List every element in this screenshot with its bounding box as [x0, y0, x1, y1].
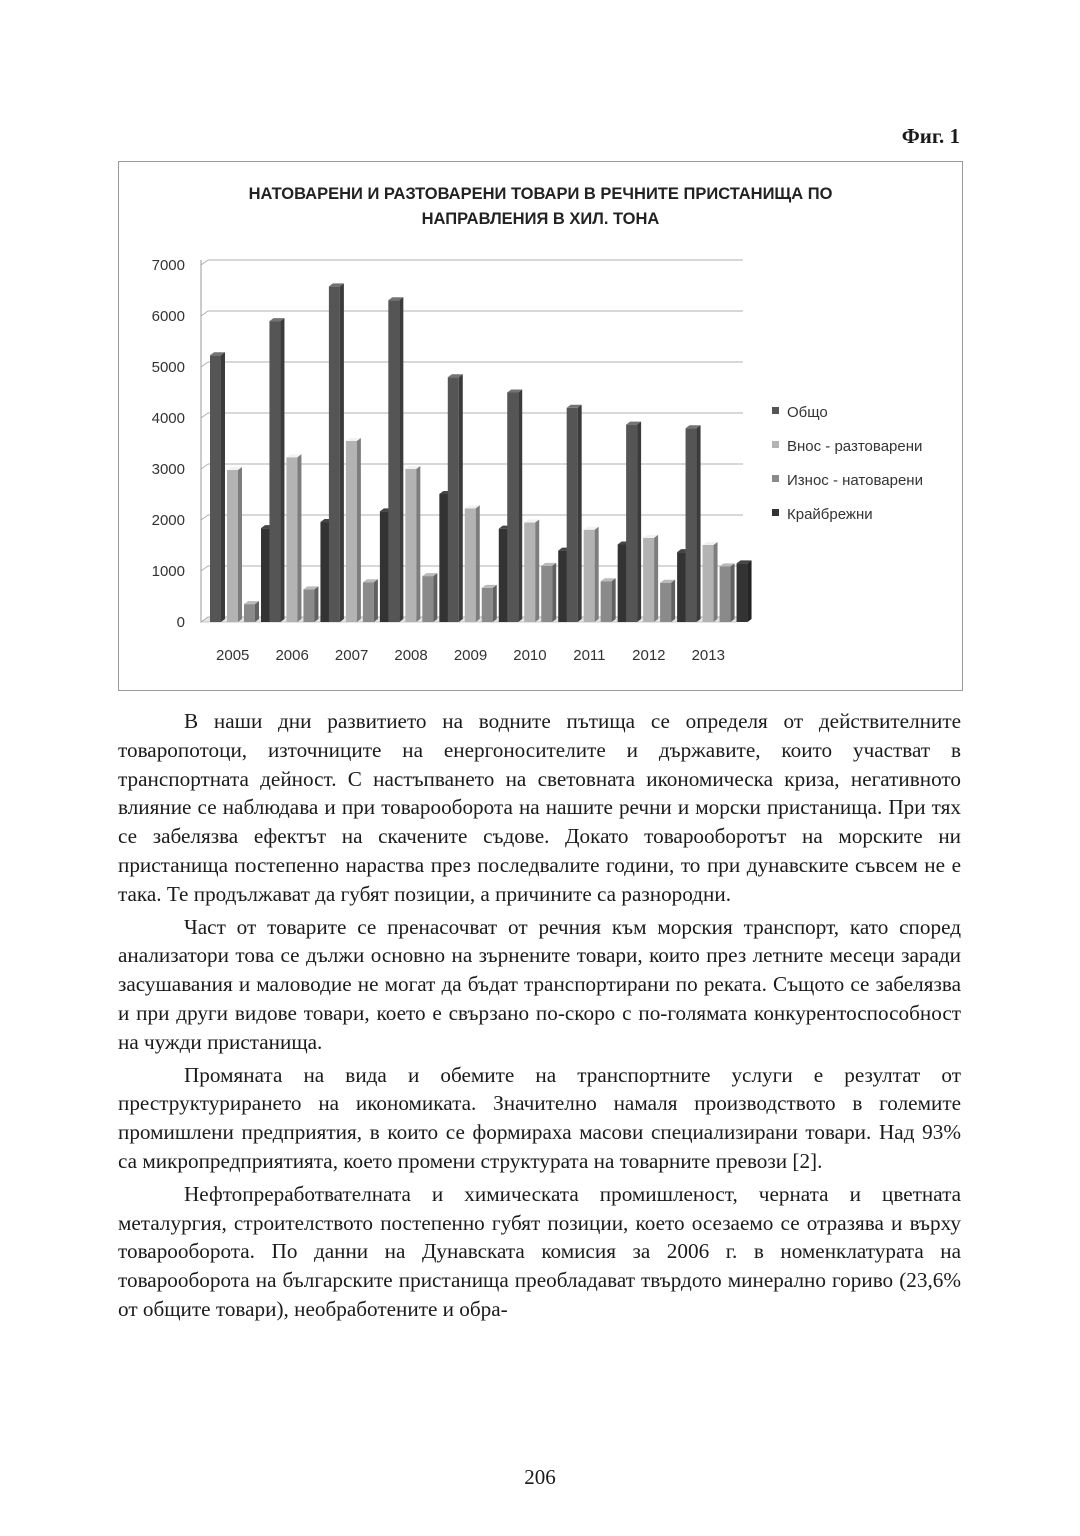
bar-side	[476, 505, 480, 622]
bar-side	[238, 467, 242, 622]
paragraph: Част от товарите се пренасочват от речния към морския транспорт, като според анализатори това се дължи основно на зърнените товари, които през летните месеци заради засушавания и маловодие не могат да бъдат транспортирани по реката. Същото се забелязва и при други видове товари, което е свързано по-скоро с по-голямата конкурентоспособност на чужди пристанища.	[118, 914, 961, 1054]
bar	[448, 377, 459, 622]
bar	[227, 470, 238, 622]
bar	[524, 523, 535, 622]
bar	[567, 408, 578, 622]
bar-side	[255, 601, 259, 622]
bar	[737, 563, 748, 622]
bar-side	[637, 422, 641, 622]
bar-side	[280, 318, 284, 622]
y-tick-label: 3000	[151, 461, 185, 478]
y-tick-label: 5000	[151, 359, 185, 376]
bar-side	[671, 580, 675, 622]
gridline-depth	[201, 566, 208, 571]
bar-side	[297, 454, 301, 622]
bar-side	[748, 560, 752, 622]
paragraph: В наши дни развитието на водните пътища се определя от действителните товаропотоци, източниците на енергоносителите и държавите, които участват в транспортната дейност. С настъпването на световната икономическа криза, негативното влияние се наблюдава и при товарооборота на нашите речни и морски пристанища. При тях се забелязва ефектът на скачените съдове. Докато товарооборотът на морските ни пристанища постепенно нараства през последвалите години, то при дунавските съвсем не е така. Те продължават да губят позиции, а причините са разнородни.	[118, 709, 961, 906]
bar-side	[221, 352, 225, 622]
bar-side	[357, 438, 361, 622]
bar-side	[731, 563, 735, 622]
bar-chart	[119, 162, 962, 690]
y-tick-label: 2000	[151, 512, 185, 529]
legend-swatch	[772, 475, 779, 482]
bar	[465, 508, 476, 622]
figure-label: Фиг. 1	[901, 124, 960, 148]
bar-side	[518, 390, 522, 623]
bar	[601, 581, 612, 622]
bar-side	[399, 297, 403, 622]
bar-side	[416, 466, 420, 622]
gridline-depth	[201, 362, 208, 367]
bar-side	[340, 283, 344, 622]
legend-swatch	[772, 509, 779, 516]
bar	[482, 588, 493, 622]
body-text	[118, 707, 961, 1328]
y-tick-label: 0	[176, 614, 185, 631]
x-tick-label: 2008	[394, 647, 428, 664]
y-tick-label: 4000	[151, 410, 185, 427]
y-tick-label: 7000	[151, 257, 185, 274]
legend-label: Общо	[787, 404, 828, 421]
bar-side	[595, 527, 599, 622]
bar	[720, 566, 731, 622]
legend-swatch	[772, 407, 779, 414]
legend-label: Внос - разтоварени	[787, 438, 923, 455]
bar	[269, 321, 280, 622]
x-tick-label: 2007	[334, 647, 369, 664]
legend-swatch	[772, 441, 779, 448]
bar-side	[433, 573, 437, 622]
bar	[303, 589, 314, 622]
bar-side	[535, 520, 539, 622]
gridline-depth	[201, 413, 208, 418]
page-number: 206	[524, 1465, 556, 1489]
x-tick-label: 2006	[275, 647, 309, 664]
y-tick-label: 6000	[151, 308, 185, 325]
gridline-depth	[201, 260, 208, 265]
bar-side	[714, 542, 718, 622]
bar-side	[697, 425, 701, 622]
x-tick-label: 2009	[453, 647, 488, 664]
chart-title-line-1: НАТОВАРЕНИ И РАЗТОВАРЕНИ ТОВАРИ В РЕЧНИТЕ ПРИСТАНИЩА ПО	[248, 185, 833, 203]
bar-side	[314, 586, 318, 622]
gridline-depth	[201, 311, 208, 316]
x-tick-label: 2011	[573, 647, 606, 664]
x-tick-label: 2005	[216, 647, 250, 664]
bar	[507, 393, 518, 623]
bar	[346, 441, 357, 622]
bar-side	[459, 374, 463, 622]
bar	[584, 530, 595, 622]
bar-side	[612, 578, 616, 622]
bar-side	[552, 563, 556, 622]
legend-label: Износ - натоварени	[787, 472, 923, 489]
bar	[422, 576, 433, 622]
paragraph: Промяната на вида и обемите на транспортните услуги е резултат от преструктурирането на икономиката. Значително намаля производството в големите промишлени предприятия, в които се формираха масови специализирани товари. Над 93% са микропредприятията, което промени структурата на товарните превози [2].	[118, 1062, 961, 1173]
bar	[363, 582, 374, 622]
bar	[541, 566, 552, 622]
legend-label: Крайбрежни	[787, 506, 873, 523]
bar	[286, 457, 297, 622]
x-tick-label: 2012	[632, 647, 666, 664]
bar-side	[654, 535, 658, 622]
bar	[643, 538, 654, 622]
bar-side	[578, 405, 582, 622]
bar	[703, 545, 714, 622]
x-tick-label: 2013	[691, 647, 725, 664]
bar	[405, 469, 416, 622]
bar-side	[493, 585, 497, 622]
bar	[210, 355, 221, 622]
bar	[329, 286, 340, 622]
chart-title-line-2: НАПРАВЛЕНИЯ В ХИЛ. ТОНА	[421, 210, 660, 228]
gridline-depth	[201, 464, 208, 469]
y-tick-label: 1000	[151, 563, 185, 580]
paragraph: Нефтопреработвателната и химическата промишленост, черната и цветната металургия, строителството постепенно губят позиции, което осезаемо се отразява и върху товарооборота. По данни на Дунавската комисия за 2006 г. в номенклатурата на товарооборота на българските пристанища преобладават твърдото минерално гориво (23,6% от общите товари), необработените и обра-	[118, 1181, 961, 1321]
bar	[244, 604, 255, 622]
bar	[660, 583, 671, 622]
bar	[626, 425, 637, 622]
bar	[686, 428, 697, 622]
bar	[388, 300, 399, 622]
chart-container	[118, 161, 963, 691]
bar-side	[374, 579, 378, 622]
x-tick-label: 2010	[513, 647, 547, 664]
gridline-depth	[201, 515, 208, 520]
